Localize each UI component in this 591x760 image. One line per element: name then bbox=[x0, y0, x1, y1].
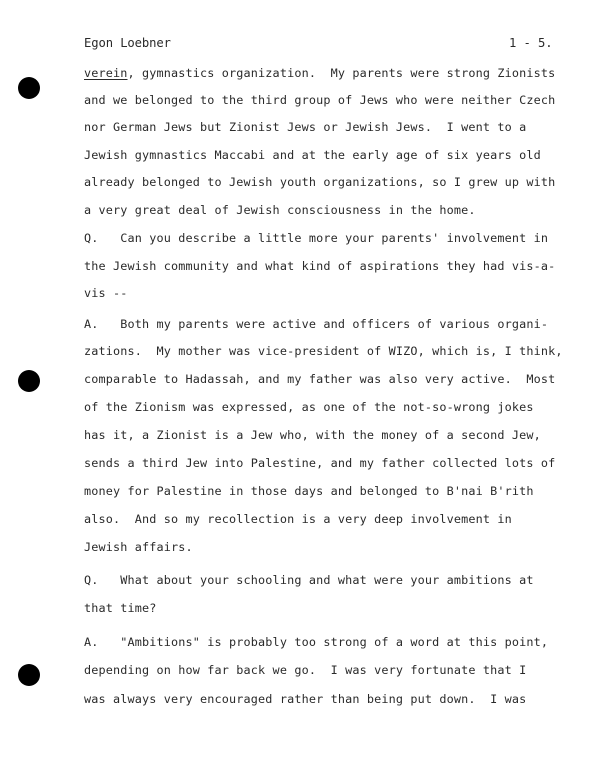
text-line: nor German Jews but Zionist Jews or Jewish Jews. I went to a bbox=[84, 120, 527, 134]
text-line: money for Palestine in those days and belonged to B'nai B'rith bbox=[84, 484, 534, 498]
text-line: Jewish affairs. bbox=[84, 540, 193, 554]
text-line: has it, a Zionist is a Jew who, with the money of a second Jew, bbox=[84, 428, 541, 442]
text-line: sends a third Jew into Palestine, and my father collected lots of bbox=[84, 456, 556, 470]
header-name: Egon Loebner bbox=[84, 36, 171, 50]
text-line: already belonged to Jewish youth organizations, so I grew up with bbox=[84, 175, 556, 189]
text-line: verein, gymnastics organization. My parents were strong Zionists bbox=[84, 66, 556, 80]
punch-hole-middle bbox=[18, 370, 40, 392]
punch-hole-bottom bbox=[18, 664, 40, 686]
text-line: Jewish gymnastics Maccabi and at the early age of six years old bbox=[84, 148, 541, 162]
text-line: vis -- bbox=[84, 286, 128, 300]
text-line: also. And so my recollection is a very deep involvement in bbox=[84, 512, 512, 526]
text-line: Q. Can you describe a little more your parents' involvement in bbox=[84, 231, 549, 245]
underlined-word: verein bbox=[84, 66, 128, 80]
punch-hole-top bbox=[18, 77, 40, 99]
text-line: a very great deal of Jewish consciousness in the home. bbox=[84, 203, 476, 217]
text-line: was always very encouraged rather than being put down. I was bbox=[84, 692, 527, 706]
text-line: zations. My mother was vice-president of WIZO, which is, I think, bbox=[84, 344, 563, 358]
page-number: 1 - 5. bbox=[509, 36, 553, 50]
text-line: depending on how far back we go. I was very fortunate that I bbox=[84, 663, 527, 677]
text-line: Q. What about your schooling and what were your ambitions at bbox=[84, 573, 534, 587]
text-line: and we belonged to the third group of Jews who were neither Czech bbox=[84, 93, 556, 107]
text-line: A. Both my parents were active and officers of various organi- bbox=[84, 317, 549, 331]
text-line: comparable to Hadassah, and my father was also very active. Most bbox=[84, 372, 556, 386]
text-line: that time? bbox=[84, 601, 157, 615]
text-line: of the Zionism was expressed, as one of the not-so-wrong jokes bbox=[84, 400, 534, 414]
text-line: the Jewish community and what kind of aspirations they had vis-a- bbox=[84, 259, 556, 273]
text-line: A. "Ambitions" is probably too strong of a word at this point, bbox=[84, 635, 549, 649]
